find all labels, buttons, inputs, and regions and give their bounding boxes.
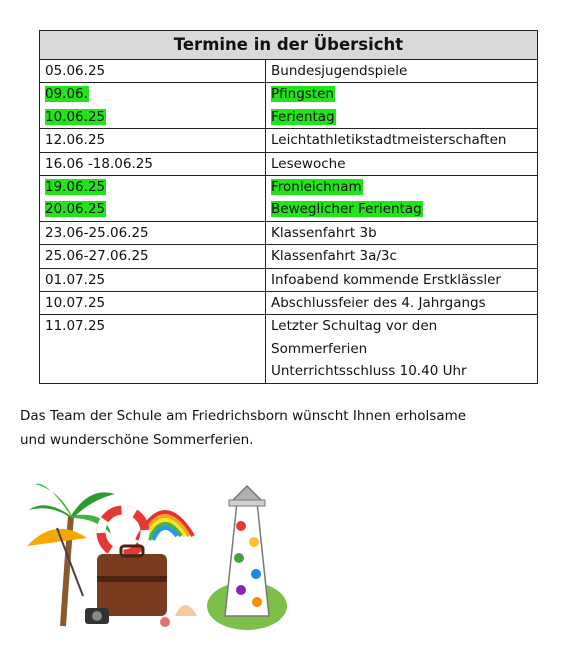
date-cell: [40, 221, 266, 244]
camera-icon: [85, 608, 109, 624]
date-cell: [40, 60, 266, 83]
event-text: Bundesjugendspiele: [271, 63, 408, 79]
date-cell: [40, 152, 266, 175]
event-text: Pfingsten: [271, 86, 334, 103]
date-cell: [40, 268, 266, 291]
date-text: 05.06.25: [45, 63, 106, 79]
event-text: Lesewoche: [271, 155, 346, 172]
event-text: Abschlussfeier des 4. Jahrgangs: [271, 295, 486, 312]
event-text: Infoabend kommende Erstklässler: [271, 271, 501, 288]
table-row: [40, 176, 538, 222]
event-cell: [266, 60, 538, 83]
event-cell: [266, 292, 538, 315]
event-cell: [266, 315, 538, 383]
date-text: 01.07.25: [45, 271, 106, 288]
date-cell: [40, 176, 266, 222]
umbrella-icon: [27, 528, 87, 596]
event-cell: [266, 221, 538, 244]
event-cell: [266, 152, 538, 175]
table-header-row: [40, 31, 538, 60]
date-text: 09.06.: [45, 86, 88, 103]
table-row: [40, 292, 538, 315]
date-cell: [40, 315, 266, 383]
event-text: Beweglicher Ferientag: [271, 201, 422, 218]
date-text: 16.06 -18.06.25: [45, 155, 153, 172]
closing-line-1: Das Team der Schule am Friedrichsborn wünscht Ihnen erholsame: [20, 408, 467, 424]
event-text: Sommerferien: [271, 340, 368, 357]
event-cell: [266, 245, 538, 268]
event-cell: [266, 83, 538, 129]
event-cell: [266, 129, 538, 152]
closing-line-2: und wunderschöne Sommerferien.: [20, 432, 254, 448]
date-cell: [40, 83, 266, 129]
summer-illustration: [25, 476, 325, 636]
event-text: Klassenfahrt 3b: [271, 224, 377, 241]
event-cell: [266, 268, 538, 291]
table-row: [40, 152, 538, 175]
event-text: Letzter Schultag vor den: [271, 318, 438, 335]
table-row: [40, 221, 538, 244]
table-row: [40, 83, 538, 129]
date-text: 12.06.25: [45, 132, 106, 149]
table-row: [40, 129, 538, 152]
date-text: 23.06-25.06.25: [45, 224, 149, 241]
closing-message: [20, 404, 550, 452]
date-cell: [40, 129, 266, 152]
table-title: Termine in der Übersicht: [40, 31, 538, 60]
event-text: Fronleichnam: [271, 179, 362, 196]
table-row: [40, 268, 538, 291]
date-text: 25.06-27.06.25: [45, 248, 149, 265]
date-text: 10.06.25: [45, 108, 106, 125]
date-text: 20.06.25: [45, 201, 106, 218]
event-cell: [266, 176, 538, 222]
date-cell: [40, 245, 266, 268]
event-text: Ferientag: [271, 108, 335, 125]
table-row: [40, 315, 538, 383]
table-row: [40, 245, 538, 268]
event-text: Leichtathletikstadtmeisterschaften: [271, 132, 507, 149]
date-text: 11.07.25: [45, 318, 106, 335]
schedule-table: [39, 30, 538, 384]
tower-icon: [207, 486, 287, 630]
date-text: 19.06.25: [45, 179, 106, 196]
event-text: Klassenfahrt 3a/3c: [271, 248, 397, 265]
suitcase-icon: [97, 546, 167, 616]
date-cell: [40, 292, 266, 315]
date-text: 10.07.25: [45, 295, 106, 312]
event-text: Unterrichtsschluss 10.40 Uhr: [271, 363, 467, 380]
table-row: [40, 60, 538, 83]
